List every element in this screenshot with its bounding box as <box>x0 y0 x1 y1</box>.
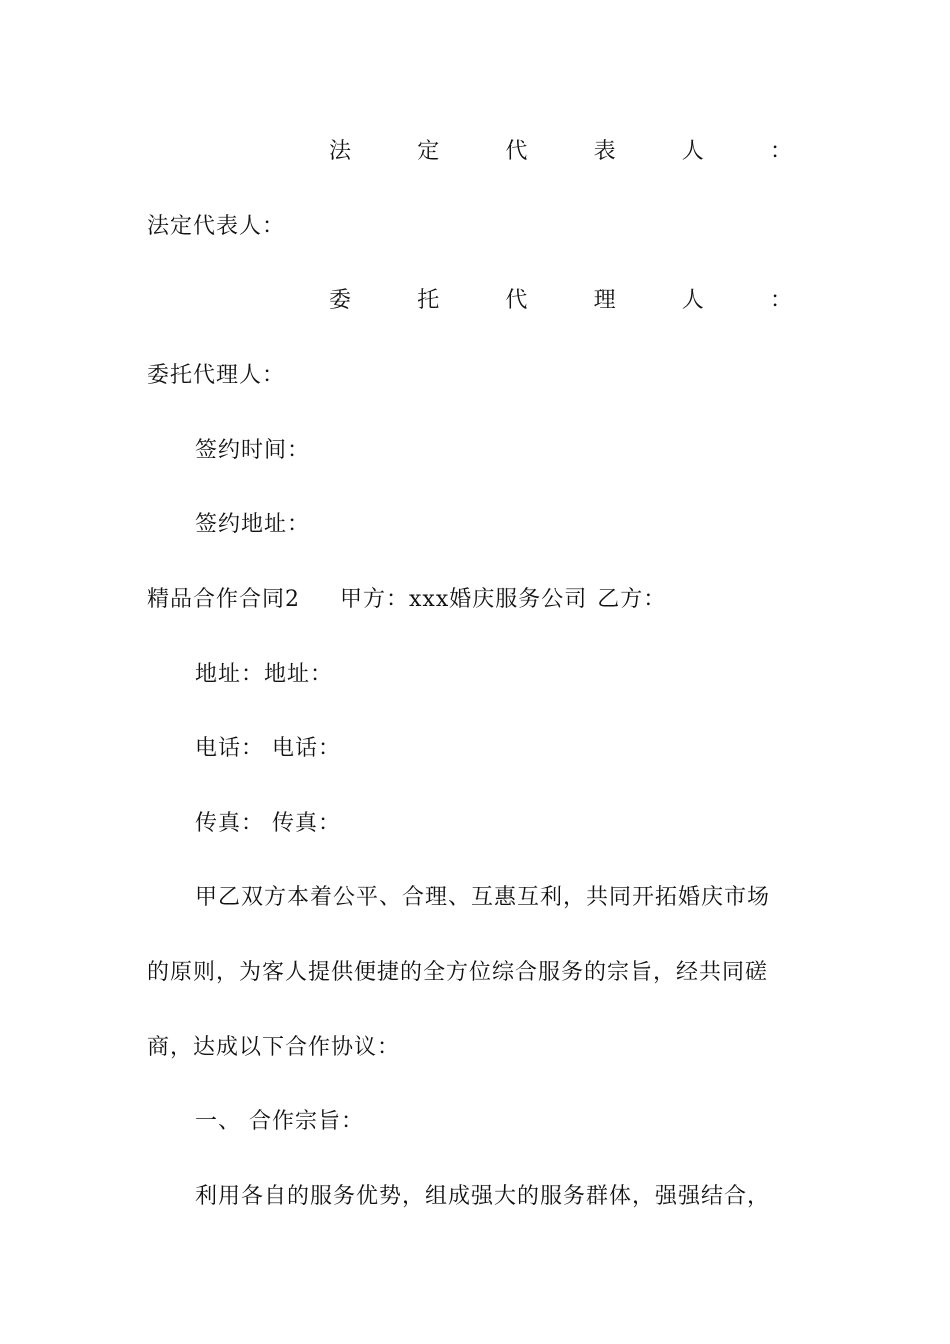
char: 理 <box>593 288 617 313</box>
paragraph-1-line-3: 商，达成以下合作协议： <box>147 1035 401 1060</box>
fax-line: 传真： 传真： <box>195 811 341 836</box>
section-1-heading: 一、 合作宗旨： <box>195 1109 364 1134</box>
phone-line: 电话： 电话： <box>195 736 341 761</box>
char: ： <box>769 288 793 313</box>
paragraph-1-line-2: 的原则，为客人提供便捷的全方位综合服务的宗旨，经共同磋 <box>147 960 769 985</box>
paragraph-2-line-1: 利用各自的服务优势，组成强大的服务群体，强强结合， <box>195 1184 771 1209</box>
signing-address-line: 签约地址： <box>195 512 311 537</box>
contract-title-line <box>147 585 666 615</box>
char: 定 <box>417 139 441 164</box>
char: ： <box>769 139 793 164</box>
signing-time-line: 签约时间： <box>195 438 311 463</box>
char: 代 <box>505 139 529 164</box>
address-line: 地址：地址： <box>195 662 334 687</box>
legal-representative-line: 法定代表人： <box>147 214 286 239</box>
authorized-agent-line: 委托代理人： <box>147 363 286 388</box>
char: 表 <box>593 139 617 164</box>
char: 托 <box>417 288 441 313</box>
paragraph-1-line-1: 甲乙双方本着公平、合理、互惠互利，共同开拓婚庆市场 <box>195 885 771 910</box>
char: 委 <box>329 288 353 313</box>
legal-representative-spaced-line <box>329 137 793 167</box>
char: 人 <box>681 139 705 164</box>
char: 代 <box>505 288 529 313</box>
authorized-agent-spaced-line <box>329 286 793 316</box>
contract-title: 精品合作合同2 <box>147 587 300 612</box>
char: 人 <box>681 288 705 313</box>
party-a: 甲方：xxx婚庆服务公司 <box>340 587 588 612</box>
party-b: 乙方： <box>597 587 667 612</box>
char: 法 <box>329 139 353 164</box>
